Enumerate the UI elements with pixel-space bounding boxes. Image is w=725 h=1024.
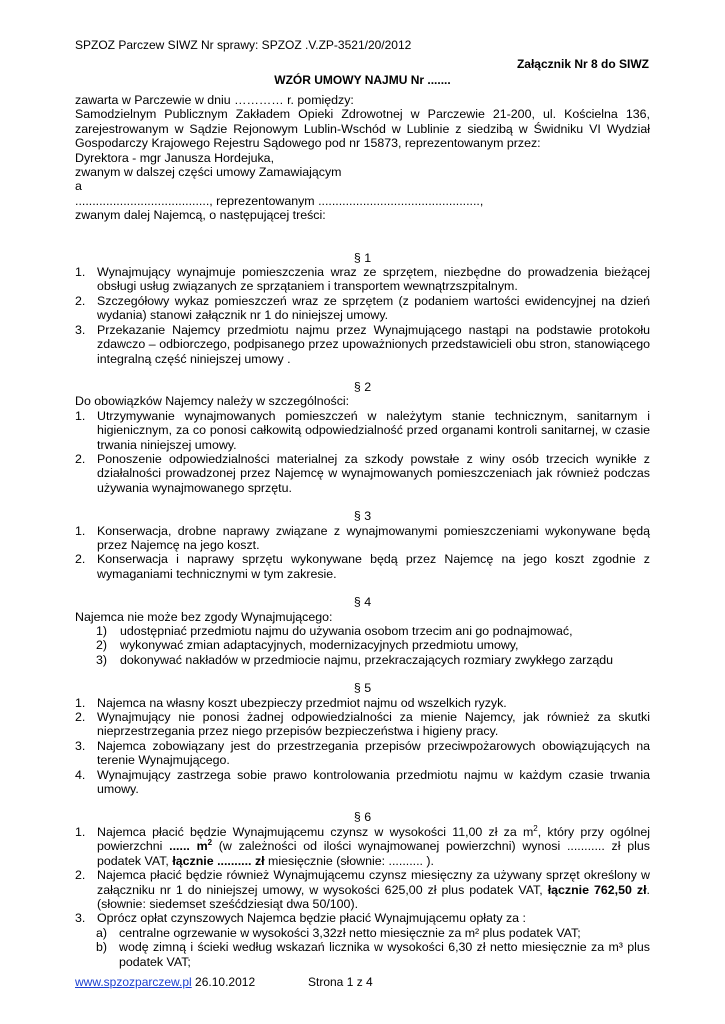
list-item: 1. Konserwacja, drobne naprawy związane z wynajmowanymi pomieszczeniami wykonywane będą przez Najemcę na jego koszt.: [75, 523, 650, 552]
list-item: 2. Konserwacja i naprawy sprzętu wykonywane będą przez Najemcę na jego koszt zgodnie z wymaganiami technicznymi w tym zakresie.: [75, 552, 650, 581]
section-1-heading: § 1: [353, 250, 372, 265]
section-3-heading: § 3: [353, 509, 372, 524]
intro-tenant-alias: zwanym dalej Najemcą, o następującej treści:: [75, 208, 326, 223]
footer: [75, 975, 255, 989]
list-item: 2. Ponoszenie odpowiedzialności materialnej za szkody powstałe z winy osób trzecich wynikłe z działalności prowadzonej przez Najemcę w wynajmowanych pomieszczeniach jak również podczas używania wynajmowanego sprzętu.: [75, 451, 650, 495]
list-item: 1) udostępniać przedmiotu najmu do używania osobom trzecim ani go podnajmować,: [96, 624, 573, 638]
list-item: 3. Oprócz opłat czynszowych Najemca będzie płacić Wynajmującemu opłaty za :: [75, 911, 526, 926]
website-link[interactable]: www.spzozparczew.pl: [75, 975, 192, 989]
list-item: 1. Najemca płacić będzie Wynajmującemu czynsz w wysokości 11,00 zł za $m^2$, który przy ogólnej powierzchni ...... $m^2$ (w zależności od ilości wynajmowanej powierzchni) wynosi ........... zł plus podatek VAT, łącznie .......... zł miesięcznie (słownie: .......... ).: [75, 823, 650, 868]
section-6-heading: § 6: [353, 810, 372, 825]
list-item: a) centralne ogrzewanie w wysokości 3,32zł netto miesięcznie za m² plus podatek VAT;: [96, 925, 581, 940]
section-5-heading: § 5: [353, 681, 372, 696]
section-3-list: [75, 524, 650, 582]
list-item: 3. Najemca zobowiązany jest do przestrzegania przepisów przeciwpożarowych obowiązujących na terenie Wynajmującego.: [75, 738, 650, 768]
document-body: [75, 93, 650, 969]
section-4-heading: § 4: [353, 595, 372, 610]
section-2-heading: § 2: [353, 379, 372, 394]
attachment-label: Załącznik Nr 8 do SIWZ: [516, 57, 649, 71]
list-item: 3) dokonywać nakładów w przedmiocie najmu, przekraczających rozmiary zwykłego zarządu: [96, 652, 614, 667]
intro-party-description: Samodzielnym Publicznym Zakładem Opieki Zdrowotnej w Parczewie 21-200, ul. Kościelna 136, zarejestrowanym w Sądzie Rejonowym Lublin-Wschód w Lublinie z siedzibą w Świdniku VI Wydział Gospodarczy Krajowego Rejestru Sądowego pod nr 15873, reprezentowanym przez:: [75, 107, 650, 151]
list-item: 2. Wynajmujący nie ponosi żadnej odpowiedzialności za mienie Najemcy, jak również za skutki nieprzestrzegania przez niego przepisów bezpieczeństwa i higieny pracy.: [75, 710, 650, 739]
section-2-intro: Do obowiązków Najemcy należy w szczególności:: [75, 394, 350, 409]
list-item: 1. Utrzymywanie wynajmowanych pomieszczeń w należytym stanie technicznym, sanitarnym i higienicznym, za co ponosi całkowitą odpowiedzialność przed organami kontroli sanitarnej, w czasie trwania niniejszej umowy.: [75, 408, 650, 452]
list-item: 3. Przekazanie Najemcy przedmiotu najmu przez Wynajmującego nastąpi na podstawie protokołu zdawczo – odbiorczego, podpisanego przez upoważnionych przedstawicieli obu stron, stanowiącego integralną część niniejszej umowy .: [75, 322, 650, 366]
section-6-list: [75, 825, 650, 969]
intro-conjunction: a: [75, 179, 82, 194]
page-number: Strona 1 z 4: [308, 975, 373, 989]
intro-representative: Dyrektora - mgr Janusza Hordejuka,: [75, 150, 275, 165]
list-item: 2) wykonywać zmian adaptacyjnych, modernizacyjnych przedmiotu umowy,: [96, 638, 519, 653]
section-4-intro: Najemca nie może bez zgody Wynajmującego:: [75, 609, 333, 624]
intro-tenant-blank: ......................................., reprezentowanym ...............................................,: [75, 193, 484, 208]
document-header-reference: SPZOZ Parczew SIWZ Nr sprawy: SPZOZ .V.ZP-3521/20/2012: [75, 38, 412, 52]
section-2-list: [75, 409, 650, 495]
list-item: 2. Najemca płacić będzie również Wynajmującemu czynsz miesięczny za używany sprzęt określony w załączniku nr 1 do niniejszej umowy, w wysokości 625,00 zł plus podatek VAT, łącznie 762,50 zł. (słownie: siedemset sześćdziesiąt dwa 50/100).: [75, 868, 650, 911]
list-item: 2. Szczegółowy wykaz pomieszczeń wraz ze sprzętem (z podaniem wartości ewidencyjnej na dzień wydania) stanowi załącznik nr 1 do niniejszej umowy.: [75, 293, 650, 323]
intro-client-alias: zwanym w dalszej części umowy Zamawiającym: [75, 165, 342, 180]
list-item: b) wodę zimną i ścieki według wskazań licznika w wysokości 6,30 zł netto miesięcznie za m³ plus podatek VAT;: [96, 940, 650, 969]
section-4-list: [75, 624, 650, 667]
section-5-list: [75, 696, 650, 797]
footer-date: 26.10.2012: [191, 975, 256, 989]
document-title: WZÓR UMOWY NAJMU Nr .......: [274, 73, 451, 87]
list-item: 1. Najemca na własny koszt ubezpieczy przedmiot najmu od wszelkich ryzyk.: [75, 695, 507, 710]
intro-line: zawarta w Parczewie w dniu ………… r. pomiędzy:: [75, 93, 354, 107]
list-item: 1. Wynajmujący wynajmuje pomieszczenia wraz ze sprzętem, niezbędne do prowadzenia bieżącej obsługi usług związanych ze sprzątaniem i transportem wewnątrzszpitalnym.: [75, 265, 650, 294]
list-item: 4. Wynajmujący zastrzega sobie prawo kontrolowania przedmiotu najmu w każdym czasie trwania umowy.: [75, 767, 650, 797]
section-1-list: [75, 265, 650, 366]
